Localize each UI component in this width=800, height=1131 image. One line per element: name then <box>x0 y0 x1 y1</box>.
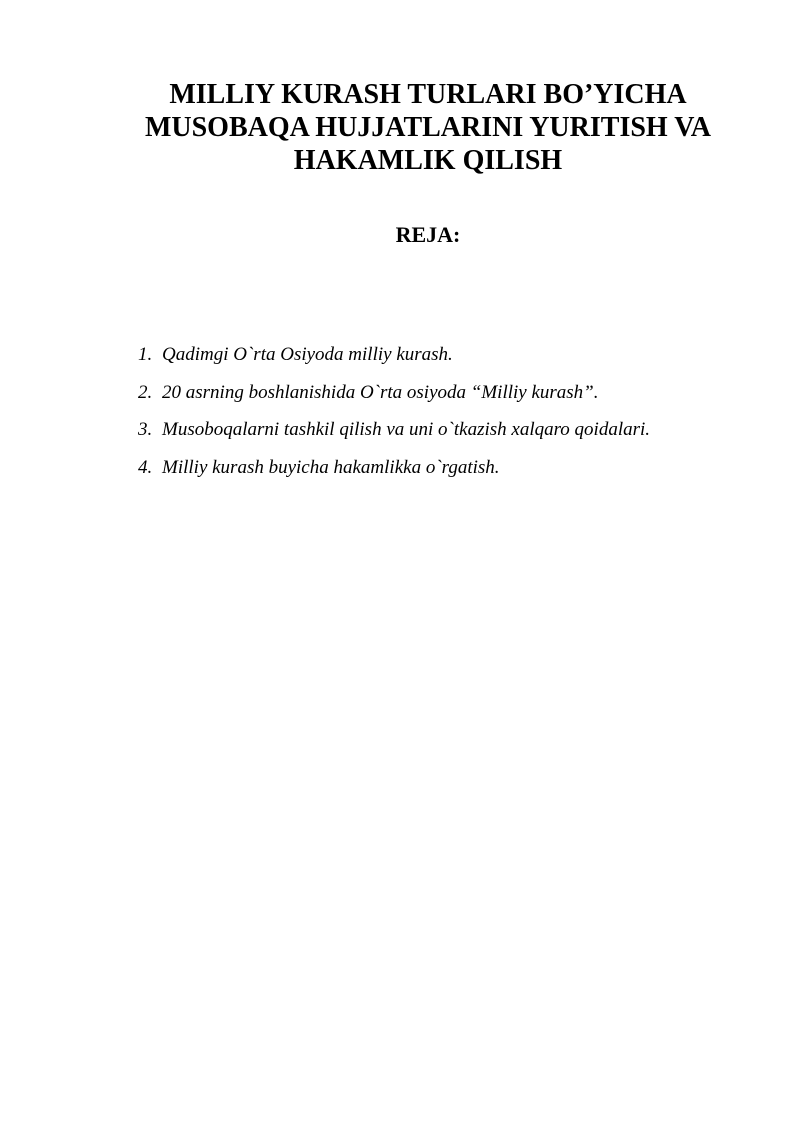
plan-heading: REJA: <box>395 222 461 247</box>
plan-item-number: 3. <box>138 419 153 440</box>
plan-item <box>138 419 758 441</box>
plan-item-text: Musoboqalarni tashkil qilish va uni o`tkazish xalqaro qoidalari. <box>162 419 651 440</box>
plan-item <box>138 457 758 479</box>
plan-item-text: Qadimgi O`rta Osiyoda milliy kurash. <box>162 344 453 365</box>
plan-item-text: 20 asrning boshlanishida O`rta osiyoda “Milliy kurash”. <box>162 381 599 403</box>
title-line: MUSOBAQA HUJJATLARINI YURITISH VA <box>144 112 712 143</box>
plan-item-number: 2. <box>138 381 153 403</box>
plan-item <box>138 382 758 404</box>
plan-item <box>138 344 758 366</box>
plan-item-text: Milliy kurash buyicha hakamlikka o`rgatish. <box>162 456 500 478</box>
document-title <box>100 78 756 177</box>
title-line: MILLIY KURASH TURLARI BO’YICHA <box>169 79 687 110</box>
plan-item-number: 4. <box>138 456 153 478</box>
plan-list <box>138 344 758 494</box>
plan-item-number: 1. <box>138 344 153 365</box>
title-line: HAKAMLIK QILISH <box>293 145 563 176</box>
